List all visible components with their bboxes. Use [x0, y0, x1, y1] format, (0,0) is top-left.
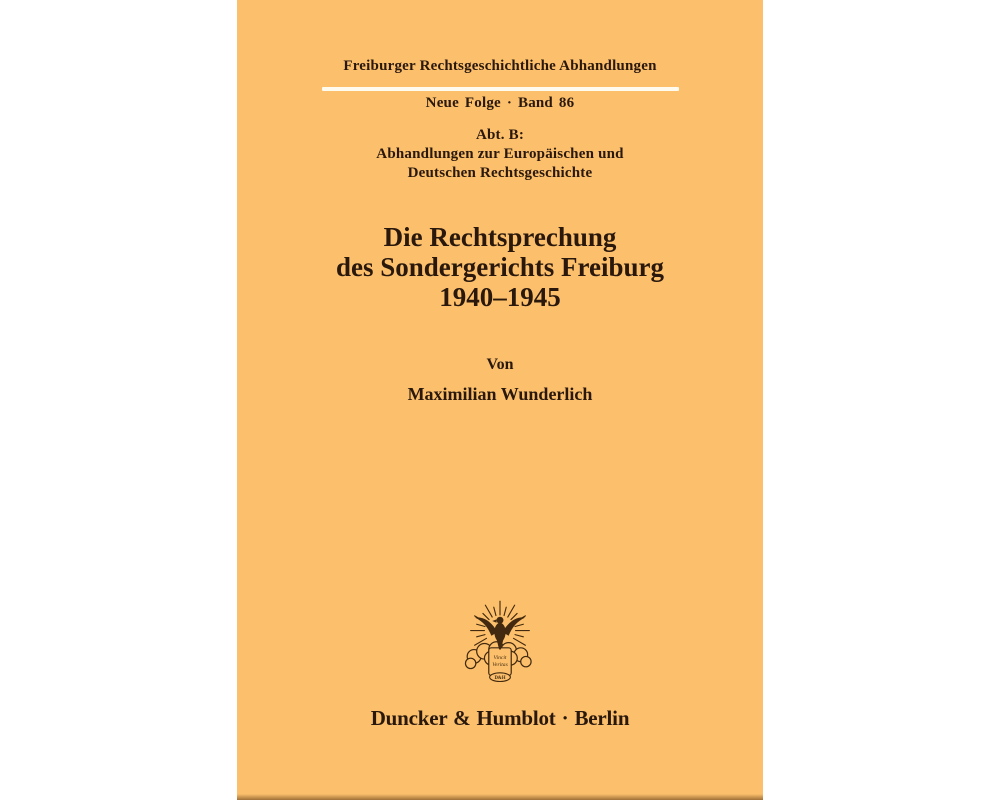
- book-title-line1: Die Rechtsprechung: [383, 222, 617, 252]
- author-by-label: Von: [486, 356, 514, 373]
- book-cover: [237, 0, 763, 800]
- logo-motto-line1: Vincit: [493, 655, 507, 662]
- logo-motto-line2: Veritas: [492, 661, 508, 668]
- series-section-label: Abt. B:: [475, 127, 525, 143]
- duncker-humblot-emblem-icon: [448, 596, 552, 691]
- series-divider-rule: [322, 87, 679, 91]
- series-title: Freiburger Rechtsgeschichtliche Abhandlungen: [343, 58, 657, 74]
- book-title-years: 1940–1945: [439, 282, 561, 312]
- cover-bottom-edge-shadow: [237, 794, 763, 800]
- logo-initials: D&H: [494, 675, 506, 681]
- publisher-imprint: Duncker & Humblot · Berlin: [370, 706, 630, 730]
- book-title: [237, 222, 763, 312]
- series-section-line1: Abhandlungen zur Europäischen und: [376, 146, 624, 162]
- author-name: Maximilian Wunderlich: [407, 384, 593, 404]
- book-title-line2: des Sondergerichts Freiburg: [336, 252, 664, 282]
- series-section: [237, 126, 763, 183]
- series-section-line2: Deutschen Rechtsgeschichte: [407, 165, 593, 181]
- series-volume: Neue Folge · Band 86: [425, 95, 575, 111]
- publisher-logo-container: [237, 596, 763, 691]
